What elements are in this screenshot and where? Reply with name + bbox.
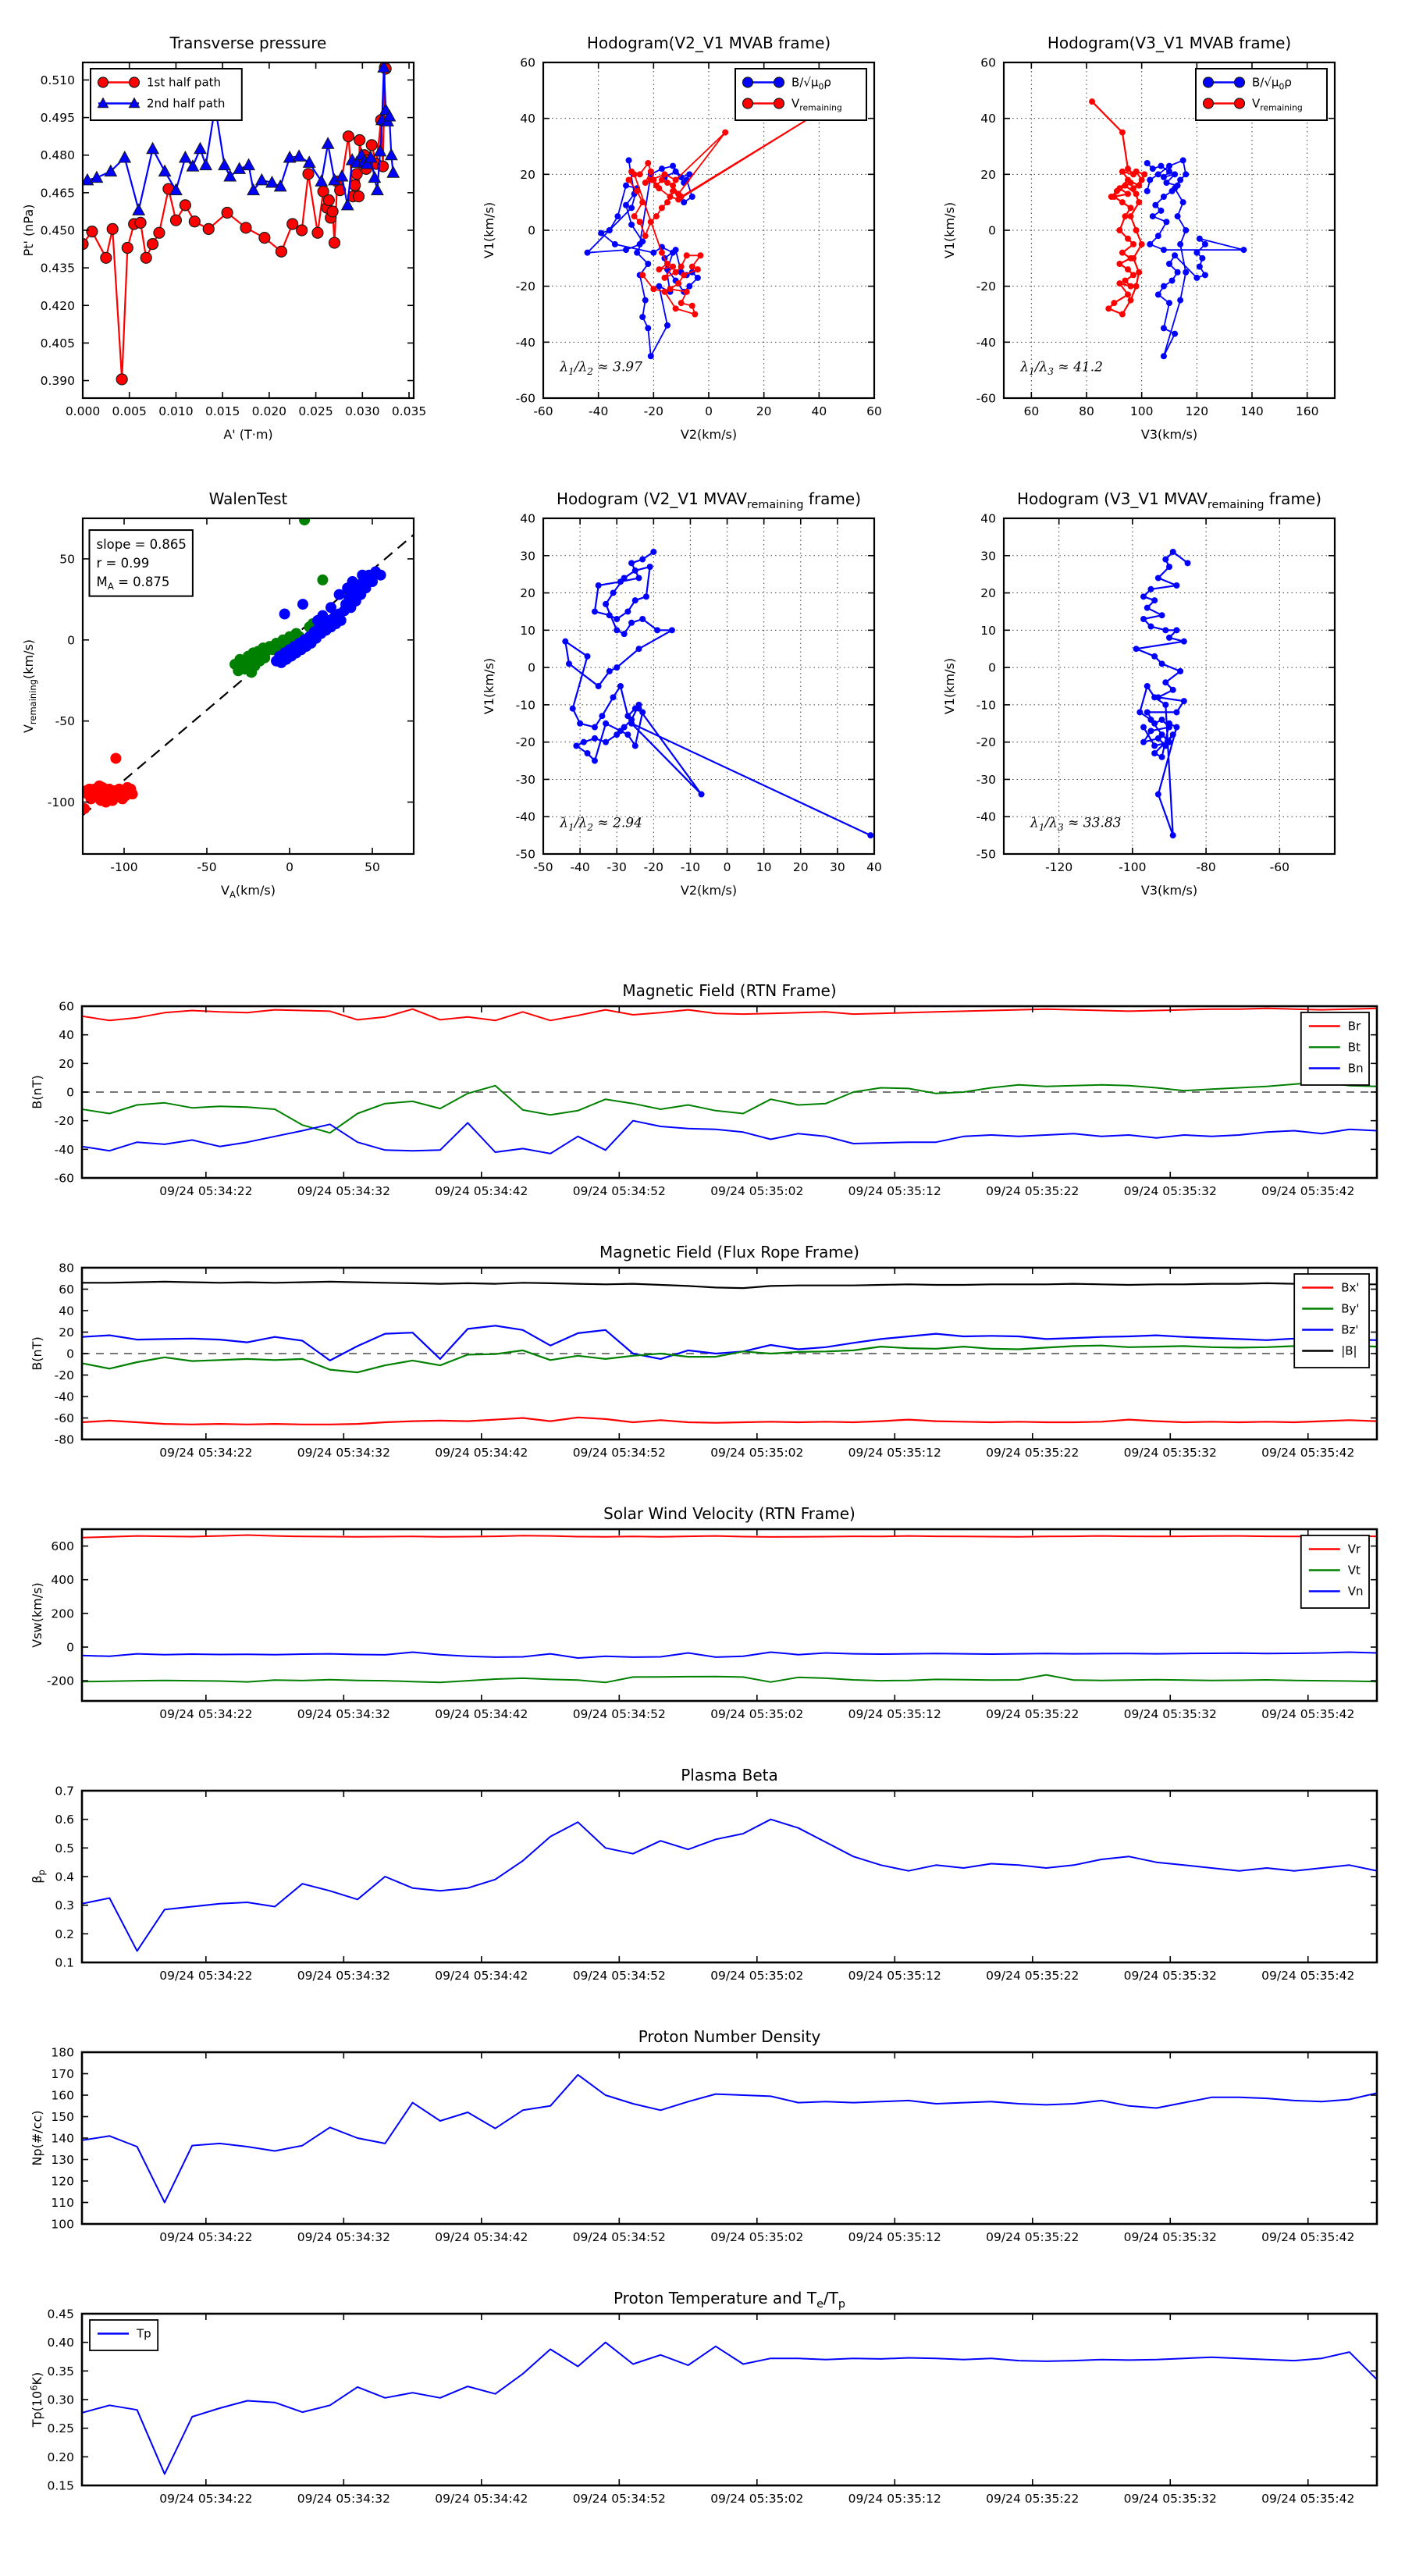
svg-text:09/24 05:34:42: 09/24 05:34:42 (435, 1969, 528, 1983)
svg-text:0: 0 (67, 633, 75, 648)
svg-text:0.6: 0.6 (55, 1813, 74, 1827)
svg-text:60: 60 (1023, 404, 1040, 418)
svg-text:160: 160 (1295, 404, 1319, 418)
svg-text:09/24 05:35:42: 09/24 05:35:42 (1261, 1446, 1355, 1460)
svg-text:Vremaining: $V_{remaining}$ (791, 96, 842, 113)
svg-text:09/24 05:35:42: 09/24 05:35:42 (1261, 1184, 1355, 1198)
svg-text:B(nT): B(nT) (30, 1336, 44, 1371)
svg-text:-60: -60 (976, 391, 996, 406)
svg-text:150: 150 (51, 2110, 74, 2124)
svg-text:09/24 05:34:22: 09/24 05:34:22 (159, 1969, 253, 1983)
svg-text:0.465: 0.465 (40, 186, 75, 201)
svg-text:09/24 05:34:42: 09/24 05:34:42 (435, 1446, 528, 1460)
svg-text:|B|: |B| (1341, 1343, 1357, 1358)
svg-text:40: 40 (59, 1304, 74, 1318)
svg-text:09/24 05:35:12: 09/24 05:35:12 (848, 1707, 941, 1721)
walen-test-svg (0, 470, 461, 923)
hodogram-v3v1-mvav-plot (921, 470, 1405, 923)
svg-text:Solar Wind Velocity (RTN Frame: Solar Wind Velocity (RTN Frame) (603, 1504, 855, 1523)
svg-text:Pt' (nPa): Pt' (nPa) (21, 204, 36, 257)
svg-text:-20: -20 (643, 404, 663, 418)
svg-text:09/24 05:35:32: 09/24 05:35:32 (1123, 2492, 1217, 2506)
svg-text:-40: -40 (589, 404, 609, 418)
svg-text:0.25: 0.25 (47, 2421, 74, 2436)
svg-text:09/24 05:35:32: 09/24 05:35:32 (1123, 1969, 1217, 1983)
svg-text:0.450: 0.450 (40, 223, 75, 238)
svg-text:50: 50 (365, 860, 380, 874)
svg-text:09/24 05:34:42: 09/24 05:34:42 (435, 1707, 528, 1721)
svg-text:-20: -20 (643, 860, 663, 874)
svg-text:Hodogram(V2_V1 MVAB frame): Hodogram(V2_V1 MVAB frame) (586, 34, 831, 52)
svg-text:-50: -50 (55, 714, 75, 729)
svg-text:09/24 05:35:22: 09/24 05:35:22 (986, 1969, 1080, 1983)
svg-text:09/24 05:34:22: 09/24 05:34:22 (159, 2492, 253, 2506)
svg-text:10: 10 (756, 860, 772, 874)
svg-text:-40: -40 (976, 809, 996, 824)
svg-text:B/√μ0ρ: $B/√\mu_0\rho$ (791, 75, 831, 92)
svg-text:V3(km/s): V3(km/s) (1140, 427, 1198, 442)
svg-text:09/24 05:34:32: 09/24 05:34:32 (297, 1969, 390, 1983)
svg-text:400: 400 (51, 1573, 74, 1588)
proton-density-panel (16, 2018, 1389, 2269)
svg-text:09/24 05:35:32: 09/24 05:35:32 (1123, 1446, 1217, 1460)
svg-text:60: 60 (59, 1283, 74, 1297)
svg-text:0.4: 0.4 (55, 1870, 74, 1884)
svg-text:V2(km/s): V2(km/s) (680, 883, 738, 898)
svg-text:09/24 05:35:22: 09/24 05:35:22 (986, 2492, 1080, 2506)
svg-text:V1(km/s): V1(km/s) (942, 657, 957, 715)
svg-text:40: 40 (520, 112, 535, 126)
svg-text:120: 120 (51, 2174, 74, 2189)
svg-text:MA = 0.875: $M_A = 0.875$ (96, 574, 170, 592)
hodogram-v3v1-mvab-svg (921, 14, 1405, 465)
svg-text:-10: -10 (515, 698, 535, 713)
svg-text:Vremaining(km/s): $V_{remaining}(km/s)$ (21, 639, 38, 734)
svg-text:0: 0 (528, 223, 535, 238)
svg-text:09/24 05:34:52: 09/24 05:34:52 (572, 1969, 666, 1983)
svg-text:100: 100 (1129, 404, 1154, 418)
svg-text:Br: Br (1347, 1019, 1361, 1034)
svg-text:0.480: 0.480 (40, 148, 75, 163)
svg-text:Bn: Bn (1347, 1061, 1364, 1076)
svg-text:160: 160 (51, 2088, 74, 2103)
svg-text:09/24 05:35:12: 09/24 05:35:12 (848, 1969, 941, 1983)
svg-text:09/24 05:35:42: 09/24 05:35:42 (1261, 2230, 1355, 2244)
magnetic-field-flux-rope-panel (16, 1233, 1389, 1485)
svg-text:WalenTest: WalenTest (208, 489, 288, 508)
svg-text:-100: -100 (47, 795, 75, 810)
svg-text:-50: -50 (533, 860, 553, 874)
svg-text:0: 0 (988, 223, 996, 238)
svg-text:-40: -40 (54, 1389, 74, 1404)
svg-text:-40: -40 (515, 335, 535, 350)
svg-text:Hodogram (V2_V1 MVAVremaining: Hodogram (V2_V1 $MVAV_{remaining}$ frame) (556, 489, 862, 511)
svg-text:Bt: Bt (1347, 1040, 1361, 1055)
svg-text:Tp(106K): $Tp(10^6K)$ (28, 2371, 44, 2428)
svg-text:Magnetic Field (Flux Rope Fram: Magnetic Field (Flux Rope Frame) (599, 1243, 859, 1261)
svg-text:0: 0 (66, 1347, 74, 1361)
svg-text:-80: -80 (54, 1432, 74, 1447)
svg-text:βp: $\beta_p$ (30, 1870, 47, 1884)
svg-text:0.020: 0.020 (251, 404, 287, 418)
svg-text:09/24 05:35:22: 09/24 05:35:22 (986, 2230, 1080, 2244)
svg-text:110: 110 (51, 2196, 74, 2210)
svg-text:20: 20 (980, 167, 996, 182)
svg-text:B(nT): B(nT) (30, 1075, 44, 1109)
svg-text:-60: -60 (515, 391, 535, 406)
svg-text:-50: -50 (515, 847, 535, 862)
svg-text:By': By' (1341, 1301, 1360, 1316)
svg-text:0: 0 (66, 1085, 74, 1100)
svg-text:Magnetic Field (RTN Frame): Magnetic Field (RTN Frame) (622, 981, 837, 1000)
svg-text:30: 30 (980, 549, 996, 564)
svg-text:20: 20 (59, 1056, 74, 1071)
svg-text:09/24 05:34:42: 09/24 05:34:42 (435, 2230, 528, 2244)
plasma-beta-svg (16, 1756, 1389, 2008)
svg-text:0: 0 (528, 660, 535, 675)
svg-text:0.015: 0.015 (205, 404, 240, 418)
svg-text:Plasma Beta: Plasma Beta (681, 1766, 778, 1784)
svg-text:0.420: 0.420 (40, 298, 75, 313)
svg-text:09/24 05:35:42: 09/24 05:35:42 (1261, 1969, 1355, 1983)
svg-text:40: 40 (59, 1028, 74, 1043)
svg-text:0.000: 0.000 (65, 404, 101, 418)
svg-text:-60: -60 (54, 1411, 74, 1425)
svg-text:09/24 05:35:22: 09/24 05:35:22 (986, 1446, 1080, 1460)
solar-wind-velocity-svg (16, 1495, 1389, 1746)
svg-text:0.3: 0.3 (55, 1898, 74, 1913)
svg-text:-100: -100 (1119, 860, 1147, 874)
svg-text:09/24 05:35:22: 09/24 05:35:22 (986, 1707, 1080, 1721)
hodogram-v3v1-mvab-plot (921, 14, 1405, 465)
svg-text:0.030: 0.030 (345, 404, 380, 418)
svg-text:0.40: 0.40 (47, 2336, 74, 2350)
transverse-pressure-svg (0, 14, 461, 465)
walen-test-plot (0, 470, 461, 923)
svg-text:0.1: 0.1 (55, 1955, 74, 1970)
svg-text:-30: -30 (606, 860, 627, 874)
svg-text:09/24 05:35:12: 09/24 05:35:12 (848, 1184, 941, 1198)
svg-text:09/24 05:35:02: 09/24 05:35:02 (710, 1707, 804, 1721)
svg-text:09/24 05:34:42: 09/24 05:34:42 (435, 1184, 528, 1198)
proton-temperature-panel (16, 2279, 1389, 2549)
svg-text:170: 170 (51, 2067, 74, 2081)
svg-text:Bx': Bx' (1341, 1280, 1360, 1295)
svg-text:30: 30 (520, 549, 535, 564)
svg-text:-60: -60 (533, 404, 553, 418)
svg-text:0.7: 0.7 (55, 1784, 74, 1799)
svg-text:-20: -20 (515, 279, 535, 294)
svg-text:0.35: 0.35 (47, 2364, 74, 2379)
magnetic-field-flux-rope-svg (16, 1233, 1389, 1485)
svg-text:09/24 05:35:02: 09/24 05:35:02 (710, 1184, 804, 1198)
svg-text:0.5: 0.5 (55, 1841, 74, 1856)
svg-text:Vremaining: $V_{remaining}$ (1252, 96, 1303, 113)
svg-text:0: 0 (988, 660, 996, 675)
svg-text:λ1/λ2 ≈ 2.94: $\lambda_1/\lambda_2 \approx 2.94$ (560, 815, 642, 833)
svg-text:λ1/λ2 ≈ 3.97: $\lambda_1/\lambda_2 \approx 3.97$ (560, 359, 642, 377)
svg-text:V1(km/s): V1(km/s) (482, 657, 496, 715)
svg-text:V2(km/s): V2(km/s) (680, 427, 738, 442)
svg-text:20: 20 (520, 586, 535, 601)
transverse-pressure-plot (0, 14, 461, 465)
svg-text:0.390: 0.390 (40, 374, 75, 389)
svg-text:40: 40 (866, 860, 882, 874)
svg-text:0.20: 0.20 (47, 2450, 74, 2464)
svg-text:0.2: 0.2 (55, 1927, 74, 1941)
svg-text:0: 0 (66, 1640, 74, 1655)
svg-text:0.025: 0.025 (298, 404, 333, 418)
svg-text:600: 600 (51, 1539, 74, 1554)
hodogram-v2v1-mvab-svg (461, 14, 921, 465)
svg-text:-120: -120 (1045, 860, 1073, 874)
svg-text:2nd half path: 2nd half path (147, 96, 226, 111)
svg-text:Hodogram (V3_V1 MVAVremaining: Hodogram (V3_V1 $MVAV_{remaining}$ frame) (1016, 489, 1322, 511)
svg-text:09/24 05:35:12: 09/24 05:35:12 (848, 2492, 941, 2506)
svg-text:20: 20 (980, 586, 996, 601)
hodogram-v2v1-mvav-svg (461, 470, 921, 923)
svg-text:09/24 05:35:32: 09/24 05:35:32 (1123, 1184, 1217, 1198)
svg-text:-60: -60 (1269, 860, 1289, 874)
svg-text:1st half path: 1st half path (147, 75, 222, 90)
svg-text:A' (T·m): A' (T·m) (223, 427, 273, 442)
svg-text:0.495: 0.495 (40, 111, 75, 126)
svg-text:80: 80 (59, 1261, 74, 1276)
svg-text:V3(km/s): V3(km/s) (1140, 883, 1198, 898)
svg-text:09/24 05:35:12: 09/24 05:35:12 (848, 1446, 941, 1460)
svg-text:0.45: 0.45 (47, 2307, 74, 2322)
svg-text:-100: -100 (110, 860, 138, 874)
svg-text:140: 140 (1240, 404, 1264, 418)
svg-text:09/24 05:35:02: 09/24 05:35:02 (710, 2230, 804, 2244)
svg-text:-20: -20 (54, 1114, 74, 1129)
svg-text:λ1/λ3 ≈ 41.2: $\lambda_1/\lambda_3 \approx 41.2$ (1020, 359, 1103, 377)
svg-text:-40: -40 (570, 860, 590, 874)
svg-text:-200: -200 (46, 1674, 74, 1688)
svg-text:60: 60 (980, 55, 996, 70)
svg-text:09/24 05:34:52: 09/24 05:34:52 (572, 1446, 666, 1460)
svg-text:10: 10 (980, 623, 996, 638)
svg-text:-30: -30 (515, 772, 535, 787)
svg-text:09/24 05:34:52: 09/24 05:34:52 (572, 2230, 666, 2244)
svg-text:200: 200 (51, 1606, 74, 1621)
svg-text:Vr: Vr (1347, 1542, 1361, 1557)
svg-text:-20: -20 (976, 735, 996, 750)
svg-text:09/24 05:35:22: 09/24 05:35:22 (986, 1184, 1080, 1198)
svg-text:V1(km/s): V1(km/s) (482, 201, 496, 259)
svg-text:0.005: 0.005 (112, 404, 147, 418)
svg-text:40: 40 (811, 404, 827, 418)
svg-text:20: 20 (792, 860, 809, 874)
svg-text:20: 20 (756, 404, 772, 418)
svg-text:0.435: 0.435 (40, 261, 75, 276)
svg-text:20: 20 (59, 1325, 74, 1340)
svg-text:09/24 05:35:42: 09/24 05:35:42 (1261, 1707, 1355, 1721)
svg-text:09/24 05:34:52: 09/24 05:34:52 (572, 1184, 666, 1198)
svg-text:slope = 0.865: slope = 0.865 (96, 536, 187, 552)
svg-text:0: 0 (723, 860, 731, 874)
svg-text:09/24 05:34:22: 09/24 05:34:22 (159, 1184, 253, 1198)
svg-text:0.405: 0.405 (40, 336, 75, 350)
svg-text:20: 20 (520, 167, 535, 182)
svg-text:09/24 05:34:32: 09/24 05:34:32 (297, 1446, 390, 1460)
svg-text:120: 120 (1185, 404, 1209, 418)
svg-text:0: 0 (286, 860, 293, 874)
svg-text:-40: -40 (515, 809, 535, 824)
svg-text:09/24 05:34:22: 09/24 05:34:22 (159, 1446, 253, 1460)
svg-text:40: 40 (980, 511, 996, 526)
svg-text:-20: -20 (976, 279, 996, 294)
svg-text:09/24 05:34:32: 09/24 05:34:32 (297, 2230, 390, 2244)
svg-text:-50: -50 (976, 847, 996, 862)
svg-text:0: 0 (705, 404, 713, 418)
svg-text:λ1/λ3 ≈ 33.83: $\lambda_1/\lambda_3 \approx 33.83$ (1030, 815, 1122, 833)
svg-text:0.035: 0.035 (391, 404, 427, 418)
hodogram-v2v1-mvav-plot (461, 470, 921, 923)
svg-text:Hodogram(V3_V1 MVAB frame): Hodogram(V3_V1 MVAB frame) (1047, 34, 1292, 52)
svg-text:09/24 05:34:22: 09/24 05:34:22 (159, 1707, 253, 1721)
svg-text:-80: -80 (1196, 860, 1216, 874)
svg-text:0.010: 0.010 (158, 404, 194, 418)
svg-text:-40: -40 (54, 1142, 74, 1157)
svg-text:09/24 05:35:32: 09/24 05:35:32 (1123, 1707, 1217, 1721)
svg-text:140: 140 (51, 2131, 74, 2146)
svg-text:-30: -30 (976, 772, 996, 787)
svg-text:09/24 05:35:32: 09/24 05:35:32 (1123, 2230, 1217, 2244)
svg-text:Tp: Tp (137, 2326, 151, 2341)
svg-text:80: 80 (1079, 404, 1094, 418)
magnetic-field-rtn-svg (16, 972, 1389, 1223)
svg-text:09/24 05:35:42: 09/24 05:35:42 (1261, 2492, 1355, 2506)
solar-wind-velocity-panel (16, 1495, 1389, 1746)
svg-text:0.15: 0.15 (47, 2478, 74, 2493)
proton-temperature-svg (16, 2279, 1389, 2549)
proton-number-density-svg (16, 2018, 1389, 2269)
svg-text:VA(km/s): $V_A(km/s)$ (221, 883, 276, 900)
magnetic-field-rtn-panel (16, 972, 1389, 1223)
svg-text:60: 60 (520, 55, 535, 70)
svg-text:50: 50 (59, 552, 75, 567)
svg-text:09/24 05:34:52: 09/24 05:34:52 (572, 2492, 666, 2506)
svg-text:09/24 05:34:32: 09/24 05:34:32 (297, 1707, 390, 1721)
svg-text:Proton Temperature and Te/Tp: Proton Temperature and $T_e/T_p$ (613, 2289, 846, 2311)
svg-text:180: 180 (51, 2045, 74, 2060)
plasma-beta-panel (16, 1756, 1389, 2008)
svg-text:Proton Number Density: Proton Number Density (638, 2027, 821, 2046)
svg-text:Vn: Vn (1347, 1584, 1364, 1599)
svg-text:Bz': Bz' (1341, 1322, 1359, 1337)
svg-text:0.30: 0.30 (47, 2393, 74, 2407)
svg-text:B/√μ0ρ: $B/√\mu_0\rho$ (1252, 75, 1292, 92)
svg-text:30: 30 (830, 860, 845, 874)
svg-text:Np(#/cc): Np(#/cc) (30, 2110, 44, 2166)
svg-text:0.510: 0.510 (40, 73, 75, 87)
svg-text:Vsw(km/s): Vsw(km/s) (30, 1582, 44, 1648)
svg-text:Vt: Vt (1347, 1563, 1361, 1578)
svg-text:-10: -10 (680, 860, 701, 874)
svg-text:V1(km/s): V1(km/s) (942, 201, 957, 259)
svg-text:100: 100 (51, 2217, 74, 2232)
svg-text:09/24 05:34:52: 09/24 05:34:52 (572, 1707, 666, 1721)
svg-text:40: 40 (980, 112, 996, 126)
svg-text:-50: -50 (197, 860, 217, 874)
svg-text:r = 0.99: r = 0.99 (96, 555, 150, 571)
svg-text:09/24 05:34:42: 09/24 05:34:42 (435, 2492, 528, 2506)
svg-text:09/24 05:35:02: 09/24 05:35:02 (710, 1446, 804, 1460)
hodogram-v2v1-mvab-plot (461, 14, 921, 465)
svg-text:60: 60 (866, 404, 882, 418)
svg-text:09/24 05:34:22: 09/24 05:34:22 (159, 2230, 253, 2244)
svg-text:10: 10 (520, 623, 535, 638)
svg-text:09/24 05:34:32: 09/24 05:34:32 (297, 1184, 390, 1198)
svg-text:-20: -20 (515, 735, 535, 750)
svg-text:-40: -40 (976, 335, 996, 350)
svg-text:60: 60 (59, 999, 74, 1014)
svg-text:130: 130 (51, 2153, 74, 2167)
svg-text:40: 40 (520, 511, 535, 526)
svg-text:-20: -20 (54, 1368, 74, 1382)
svg-text:-10: -10 (976, 698, 996, 713)
svg-text:09/24 05:35:02: 09/24 05:35:02 (710, 1969, 804, 1983)
svg-text:-60: -60 (54, 1171, 74, 1186)
svg-text:09/24 05:35:12: 09/24 05:35:12 (848, 2230, 941, 2244)
hodogram-v3v1-mvav-svg (921, 470, 1405, 923)
svg-text:09/24 05:35:02: 09/24 05:35:02 (710, 2492, 804, 2506)
svg-text:09/24 05:34:32: 09/24 05:34:32 (297, 2492, 390, 2506)
svg-text:Transverse pressure: Transverse pressure (169, 34, 327, 52)
